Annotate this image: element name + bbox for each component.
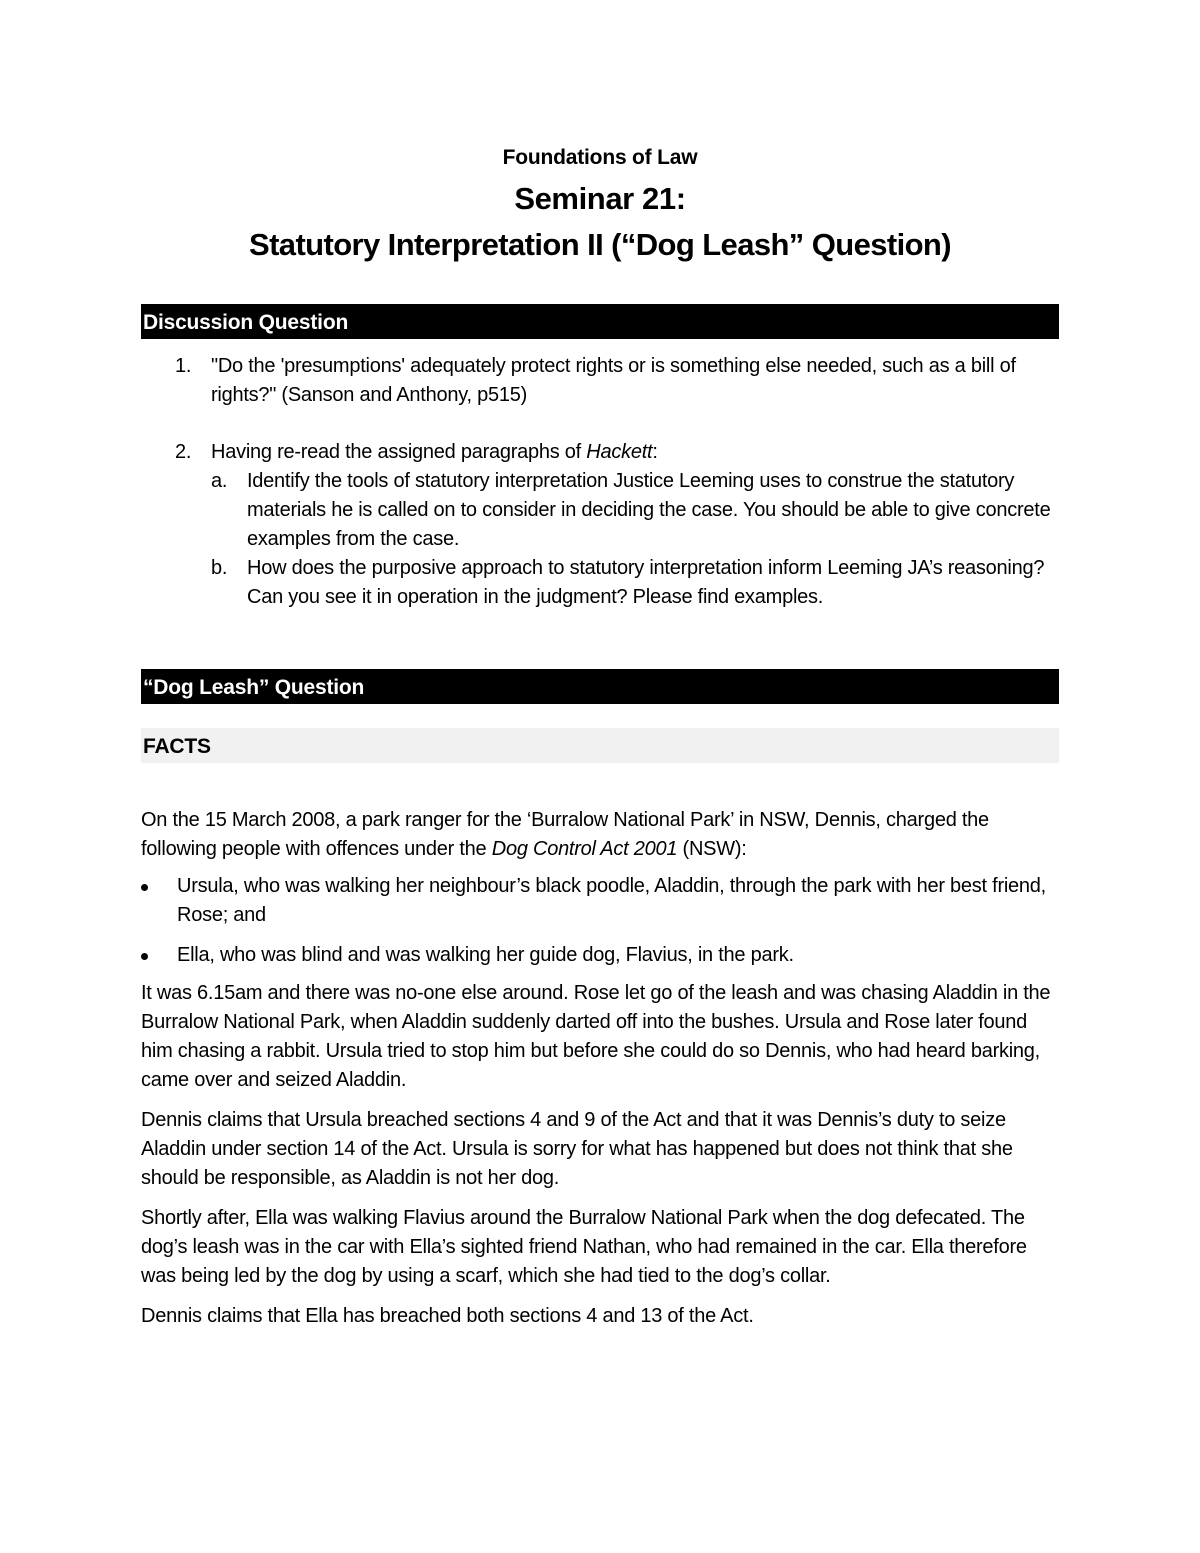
dog-leash-heading: “Dog Leash” Question [141, 669, 1059, 704]
list-item: Ella, who was blind and was walking her guide dog, Flavius, in the park. [141, 941, 1059, 970]
facts-paragraph: Dennis claims that Ursula breached sections 4 and 9 of the Act and that it was Dennis’s duty to seize Aladdin under section 14 of the Act. Ursula is sorry for what has happened but does not think that she should be responsible, as Aladdin is not her dog. [141, 1109, 1013, 1189]
bullet-icon [141, 953, 148, 960]
facts-heading: FACTS [141, 728, 1059, 763]
sub-question-letter: a. [211, 470, 228, 492]
question-text: "Do the 'presumptions' adequately protect rights or is something else needed, such as a bill of rights?" (Sanson and Anthony, p515) [211, 355, 1016, 406]
facts-paragraph: Shortly after, Ella was walking Flavius around the Burralow National Park when the dog defecated. The dog’s leash was in the car with Ella’s sighted friend Nathan, who had remained in the car. Ella therefore was being led by the dog by using a scarf, which she had tied to the dog’s collar. [141, 1207, 1027, 1287]
sub-question-letter: b. [211, 557, 228, 579]
act-name: Dog Control Act 2001 [491, 838, 678, 860]
facts-paragraph: Dennis claims that Ella has breached both sections 4 and 13 of the Act. [141, 1305, 754, 1327]
question-1 [141, 352, 1059, 410]
sub-questions [211, 467, 1059, 612]
discussion-questions [141, 352, 1059, 612]
course-title: Foundations of Law [502, 146, 698, 169]
sub-question-a [211, 467, 1059, 554]
list-item: Ursula, who was walking her neighbour’s black poodle, Aladdin, through the park with her best friend, Rose; and [141, 872, 1059, 930]
discussion-heading: Discussion Question [141, 304, 1059, 339]
charged-people-list [141, 872, 1059, 970]
case-name: Hackett [586, 441, 653, 463]
question-number: 1. [175, 355, 192, 377]
question-number: 2. [175, 441, 192, 463]
facts-intro: On the 15 March 2008, a park ranger for the ‘Burralow National Park’ in NSW, Dennis, charged the following people with offences under the Dog Control Act 2001 (NSW): [141, 809, 989, 860]
sub-question-b [211, 554, 1059, 612]
bullet-icon [141, 884, 148, 891]
facts-paragraph: It was 6.15am and there was no-one else around. Rose let go of the leash and was chasing Aladdin in the Burralow National Park, when Aladdin suddenly darted off into the bushes. Ursula and Rose later found him chasing a rabbit. Ursula tried to stop him but before she could do so Dennis, who had heard barking, came over and seized Aladdin. [141, 982, 1051, 1091]
seminar-title: Seminar 21: [514, 181, 686, 216]
question-2 [141, 438, 1059, 612]
document-content [141, 140, 1059, 1342]
sub-question-text: Identify the tools of statutory interpretation Justice Leeming uses to construe the statutory materials he is called on to consider in deciding the case. You should be able to give concrete examples from the case. [247, 470, 1051, 550]
seminar-subtitle: Statutory Interpretation II (“Dog Leash” Question) [249, 227, 951, 262]
question-text: Having re-read the assigned paragraphs of Hackett: [211, 441, 658, 463]
sub-question-text: How does the purposive approach to statutory interpretation inform Leeming JA’s reasoning? Can you see it in operation in the judgment? Please find examples. [247, 557, 1045, 608]
